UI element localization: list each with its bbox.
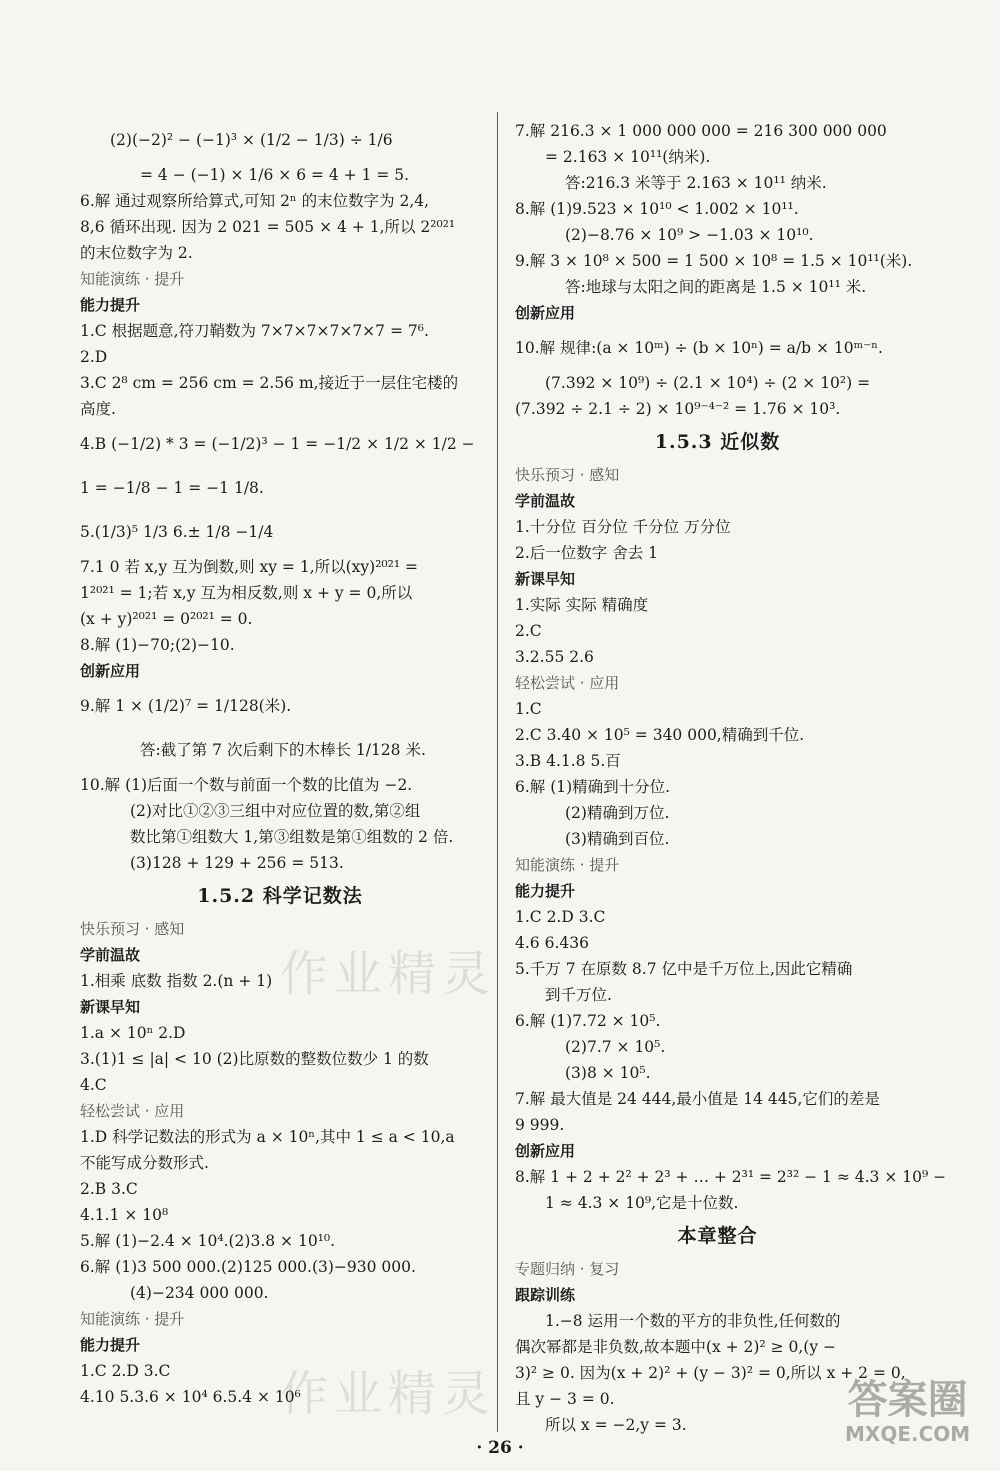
text-line: 1²⁰²¹ = 1;若 x,y 互为相反数,则 x + y = 0,所以 [80,584,413,602]
text-line: (2)对比①②③三组中对应位置的数,第②组 [130,802,421,820]
text-line: (3)128 + 129 + 256 = 513. [130,854,344,872]
text-line: 2.D [80,348,108,366]
subsection-header: 能力提升 [515,882,576,900]
text-line: 5.解 (1)−2.4 × 10⁴.(2)3.8 × 10¹⁰. [80,1232,336,1250]
text-line: 7.1 0 若 x,y 互为倒数,则 xy = 1,所以(xy)²⁰²¹ = [80,558,418,576]
text-line: 1.相乘 底数 指数 2.(n + 1) [80,972,273,990]
text-line: 4.C [80,1076,107,1094]
text-line: 答:截了第 7 次后剩下的木棒长 1/128 米. [140,741,426,759]
text-line: 4.10 5.3.6 × 10⁴ 6.5.4 × 10⁶ [80,1388,301,1406]
text-line: (2)7.7 × 10⁵. [565,1038,666,1056]
text-line: 1.C 2.D 3.C [80,1362,171,1380]
text-line: 8.解 (1)9.523 × 10¹⁰ < 1.002 × 10¹¹. [515,200,799,218]
text-line: 所以 x = −2,y = 3. [545,1416,687,1434]
subsection-header: 创新应用 [80,662,141,680]
text-line: (7.392 ÷ 2.1 ÷ 2) × 10⁹⁻⁴⁻² = 1.76 × 10³. [515,400,841,418]
text-line: 1 = −1/8 − 1 = −1 1/8. [80,479,264,497]
page-number: · 26 · [476,1438,524,1458]
text-line: 9 999. [515,1116,565,1134]
section-header: 知能演练 · 提升 [80,270,185,288]
text-line: 1.C 2.D 3.C [515,908,606,926]
section-title: 1.5.3 近似数 [654,431,781,453]
column-divider [497,112,498,1432]
text-line: 答:216.3 米等于 2.163 × 10¹¹ 纳米. [565,174,827,192]
text-line: (3)精确到百位. [565,830,670,848]
text-line: 5.(1/3)⁵ 1/3 6.± 1/8 −1/4 [80,523,274,541]
text-line: 1.D 科学记数法的形式为 a × 10ⁿ,其中 1 ≤ a < 10,a [80,1128,455,1146]
text-line: 1 ≈ 4.3 × 10⁹,它是十位数. [545,1194,739,1212]
text-line: 3.2.55 2.6 [515,648,594,666]
watermark-1: 作业精灵 [280,946,497,1002]
text-line: 1.C [515,700,542,718]
text-line: 2.B 3.C [80,1180,138,1198]
text-line: (3)8 × 10⁵. [565,1064,651,1082]
text-line: 的末位数字为 2. [80,244,193,262]
text-line: 6.解 (1)精确到十分位. [515,778,671,796]
text-line: (2)精确到万位. [565,804,670,822]
text-line: 数比第①组数大 1,第③组数是第①组数的 2 倍. [130,828,454,846]
section-header: 知能演练 · 提升 [80,1310,185,1328]
text-line: 3.B 4.1.8 5.百 [515,752,621,770]
text-line: 5.千万 7 在原数 8.7 亿中是千万位上,因此它精确 [515,960,853,978]
text-line: 6.解 (1)3 500 000.(2)125 000.(3)−930 000. [80,1258,416,1276]
text-line: 不能写成分数形式. [80,1154,209,1172]
text-line: (7.392 × 10⁹) ÷ (2.1 × 10⁴) ÷ (2 × 10²) = [545,374,871,392]
text-line: 1.十分位 百分位 千分位 万分位 [515,518,731,536]
section-header: 轻松尝试 · 应用 [515,674,620,692]
text-line: 4.6 6.436 [515,934,589,952]
text-line: 9.解 3 × 10⁸ × 500 = 1 500 × 10⁸ = 1.5 × 10¹¹(米). [515,252,913,270]
subsection-header: 新课早知 [80,998,141,1016]
text-line: 且 y − 3 = 0. [515,1390,615,1408]
section-title: 1.5.2 科学记数法 [197,885,363,907]
subsection-header: 创新应用 [515,304,576,322]
left-column [80,118,480,1410]
section-header: 快乐预习 · 感知 [80,920,185,938]
section-header: 专题归纳 · 复习 [515,1260,620,1278]
subsection-header: 学前温故 [515,492,576,510]
text-line: 偶次幂都是非负数,故本题中(x + 2)² ≥ 0,(y − [515,1338,837,1356]
text-line: 3)² ≥ 0. 因为(x + 2)² + (y − 3)² = 0,所以 x + 2 = 0, [515,1364,906,1382]
subsection-header: 能力提升 [80,1336,141,1354]
text-line: 8.解 1 + 2 + 2² + 2³ + … + 2³¹ = 2³² − 1 ≈ 4.3 × 10⁹ − [515,1168,947,1186]
text-line: 10.解 (1)后面一个数与前面一个数的比值为 −2. [80,776,413,794]
text-line: 8,6 循环出现. 因为 2 021 = 505 × 4 + 1,所以 2²⁰²¹ [80,218,456,236]
stamp-text: 答案圈 [847,1377,968,1423]
text-line: 到千万位. [545,986,612,1004]
subsection-header: 创新应用 [515,1142,576,1160]
text-line: 9.解 1 × (1/2)⁷ = 1/128(米). [80,697,292,715]
text-line: 3.(1)1 ≤ |a| < 10 (2)比原数的整数位数少 1 的数 [80,1050,429,1068]
section-header: 轻松尝试 · 应用 [80,1102,185,1120]
section-header: 知能演练 · 提升 [515,856,620,874]
text-line: 3.C 2⁸ cm = 256 cm = 2.56 m,接近于一层住宅楼的 [80,374,459,392]
subsection-header: 跟踪训练 [515,1286,576,1304]
text-line: 8.解 (1)−70;(2)−10. [80,636,235,654]
text-line: 4.B (−1/2) * 3 = (−1/2)³ − 1 = −1/2 × 1/2 × 1/2 − [80,435,475,453]
text-line: 6.解 通过观察所给算式,可知 2ⁿ 的末位数字为 2,4, [80,192,430,210]
stamp-url: MXQE.COM [845,1422,971,1446]
text-line: 答:地球与太阳之间的距离是 1.5 × 10¹¹ 米. [565,278,867,296]
text-line: (4)−234 000 000. [130,1284,269,1302]
text-line: 2.C 3.40 × 10⁵ = 340 000,精确到千位. [515,726,805,744]
section-title: 本章整合 [677,1225,758,1247]
text-line: 10.解 规律:(a × 10ᵐ) ÷ (b × 10ⁿ) = a/b × 10ᵐ⁻ⁿ. [515,339,883,357]
subsection-header: 能力提升 [80,296,141,314]
text-line: 2.C [515,622,542,640]
section-header: 快乐预习 · 感知 [515,466,620,484]
subsection-header: 学前温故 [80,946,141,964]
text-line: 1.−8 运用一个数的平方的非负性,任何数的 [545,1312,841,1330]
subsection-header: 新课早知 [515,570,576,588]
text-line: 2.后一位数字 舍去 1 [515,544,659,562]
text-line: (x + y)²⁰²¹ = 0²⁰²¹ = 0. [80,610,253,628]
text-line: 1.实际 实际 精确度 [515,596,649,614]
text-line: (2)−8.76 × 10⁹ > −1.03 × 10¹⁰. [565,226,814,244]
text-line: 7.解 最大值是 24 444,最小值是 14 445,它们的差是 [515,1090,880,1108]
text-line: = 2.163 × 10¹¹(纳米). [545,148,711,166]
text-line: 1.C 根据题意,符刀鞘数为 7×7×7×7×7×7 = 7⁶. [80,322,429,340]
watermark-2: 作业精灵 [280,1366,497,1422]
text-line: 1.a × 10ⁿ 2.D [80,1024,186,1042]
text-line: 7.解 216.3 × 1 000 000 000 = 216 300 000 000 [515,122,887,140]
text-line: 4.1.1 × 10⁸ [80,1206,169,1224]
site-stamp-logo [845,1378,970,1446]
text-line: 高度. [80,400,116,418]
text-line: 6.解 (1)7.72 × 10⁵. [515,1012,661,1030]
text-line: (2)(−2)² − (−1)³ × (1/2 − 1/3) ÷ 1/6 [110,131,393,149]
text-line: = 4 − (−1) × 1/6 × 6 = 4 + 1 = 5. [140,166,410,184]
